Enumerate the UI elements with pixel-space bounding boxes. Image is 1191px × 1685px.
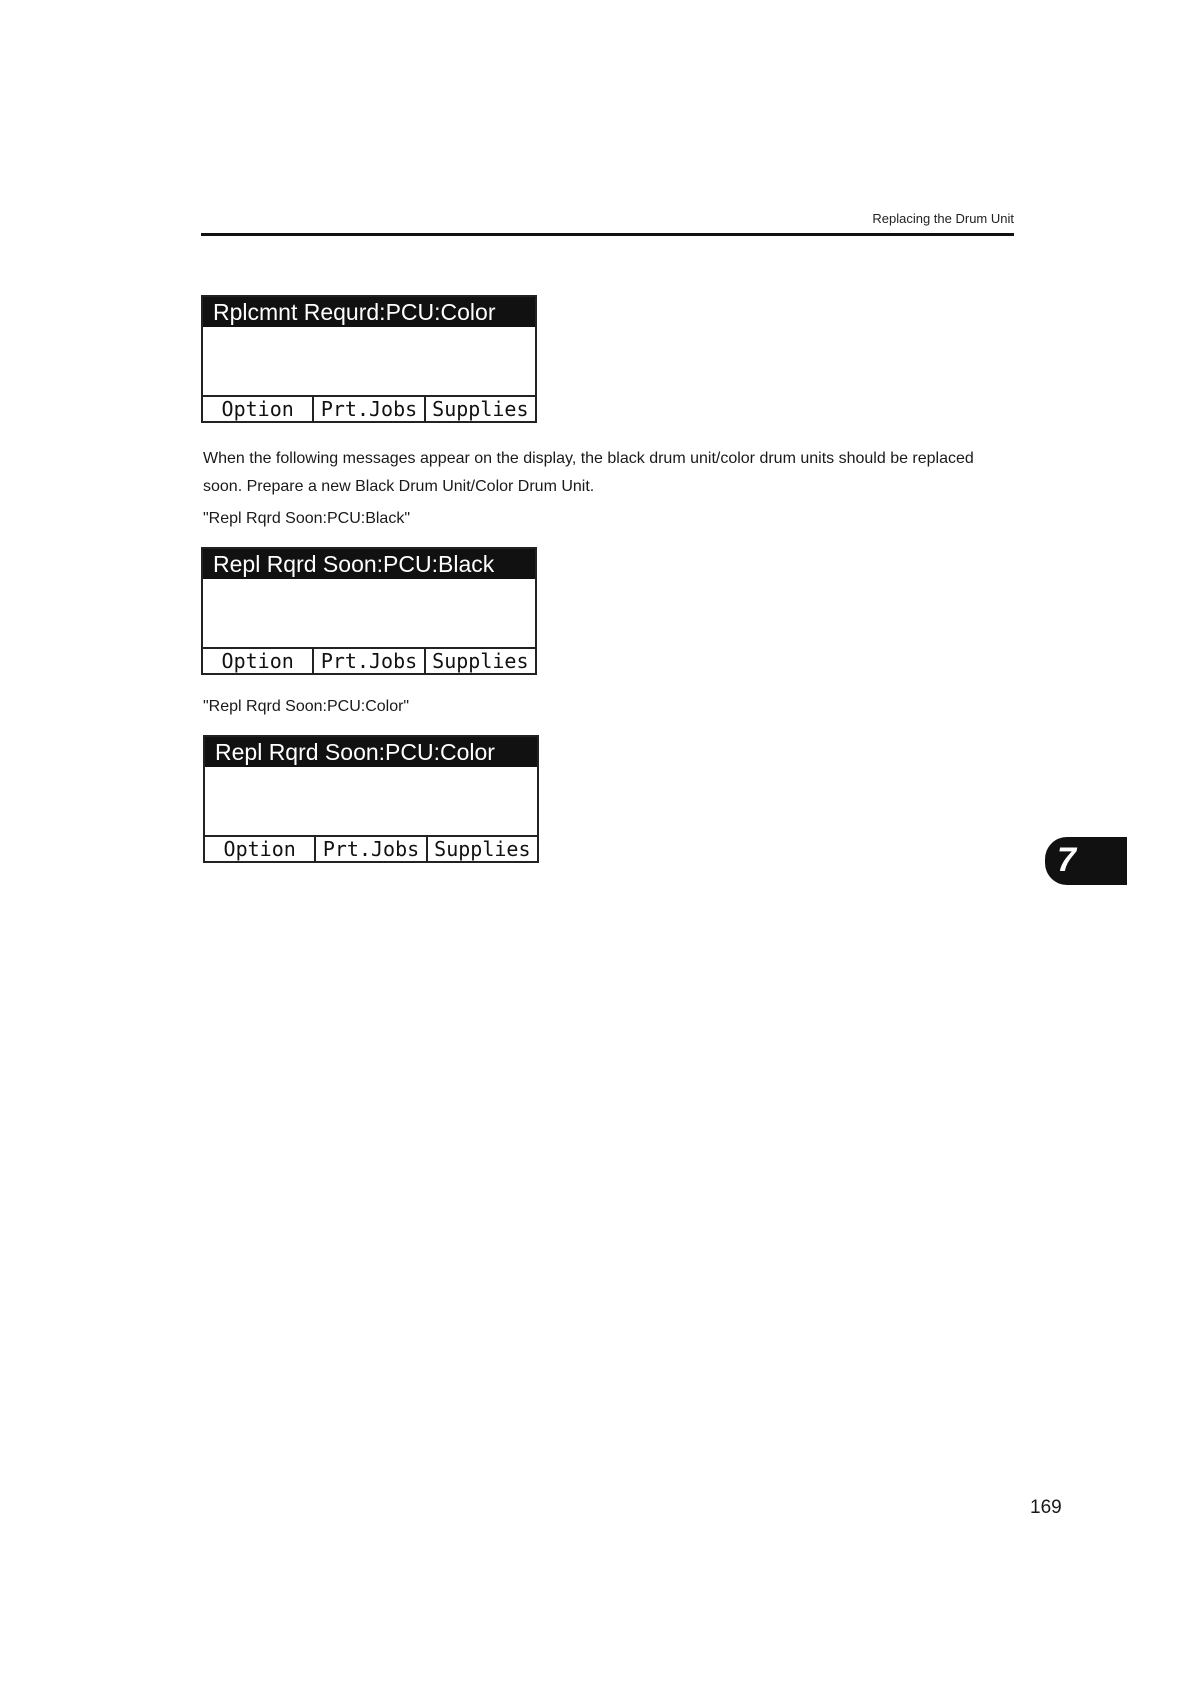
instruction-paragraph: When the following messages appear on the display, the black drum unit/color drum units should be replaced soon. Prepare a new Black Drum Unit/Color Drum Unit. (203, 450, 974, 495)
display-message: Repl Rqrd Soon:PCU:Color (205, 737, 537, 767)
supplies-button[interactable]: Supplies (424, 649, 535, 673)
page-number: 169 (1030, 1497, 1062, 1518)
header-rule (201, 233, 1014, 236)
print-jobs-button[interactable]: Prt.Jobs (312, 649, 423, 673)
display-button-bar (205, 835, 537, 861)
supplies-button[interactable]: Supplies (426, 837, 537, 861)
display-body (203, 579, 535, 647)
display-panel-replace-soon-color (203, 735, 539, 863)
option-button[interactable]: Option (221, 649, 294, 673)
print-jobs-button[interactable]: Prt.Jobs (314, 837, 425, 861)
message-caption-color: "Repl Rqrd Soon:PCU:Color" (203, 698, 410, 715)
option-button[interactable]: Option (223, 837, 296, 861)
display-body (205, 767, 537, 835)
display-button-bar (203, 395, 535, 421)
chapter-tab (1045, 837, 1127, 885)
display-panel-replacement-required-color (201, 295, 537, 423)
message-caption-black: "Repl Rqrd Soon:PCU:Black" (203, 510, 410, 527)
display-panel-replace-soon-black (201, 547, 537, 675)
display-message: Rplcmnt Requrd:PCU:Color (203, 297, 535, 327)
display-message: Repl Rqrd Soon:PCU:Black (203, 549, 535, 579)
print-jobs-button[interactable]: Prt.Jobs (312, 397, 423, 421)
supplies-button[interactable]: Supplies (424, 397, 535, 421)
running-header: Replacing the Drum Unit (872, 211, 1014, 226)
display-button-bar (203, 647, 535, 673)
chapter-number: 7 (1057, 841, 1076, 879)
option-button[interactable]: Option (221, 397, 294, 421)
display-body (203, 327, 535, 395)
